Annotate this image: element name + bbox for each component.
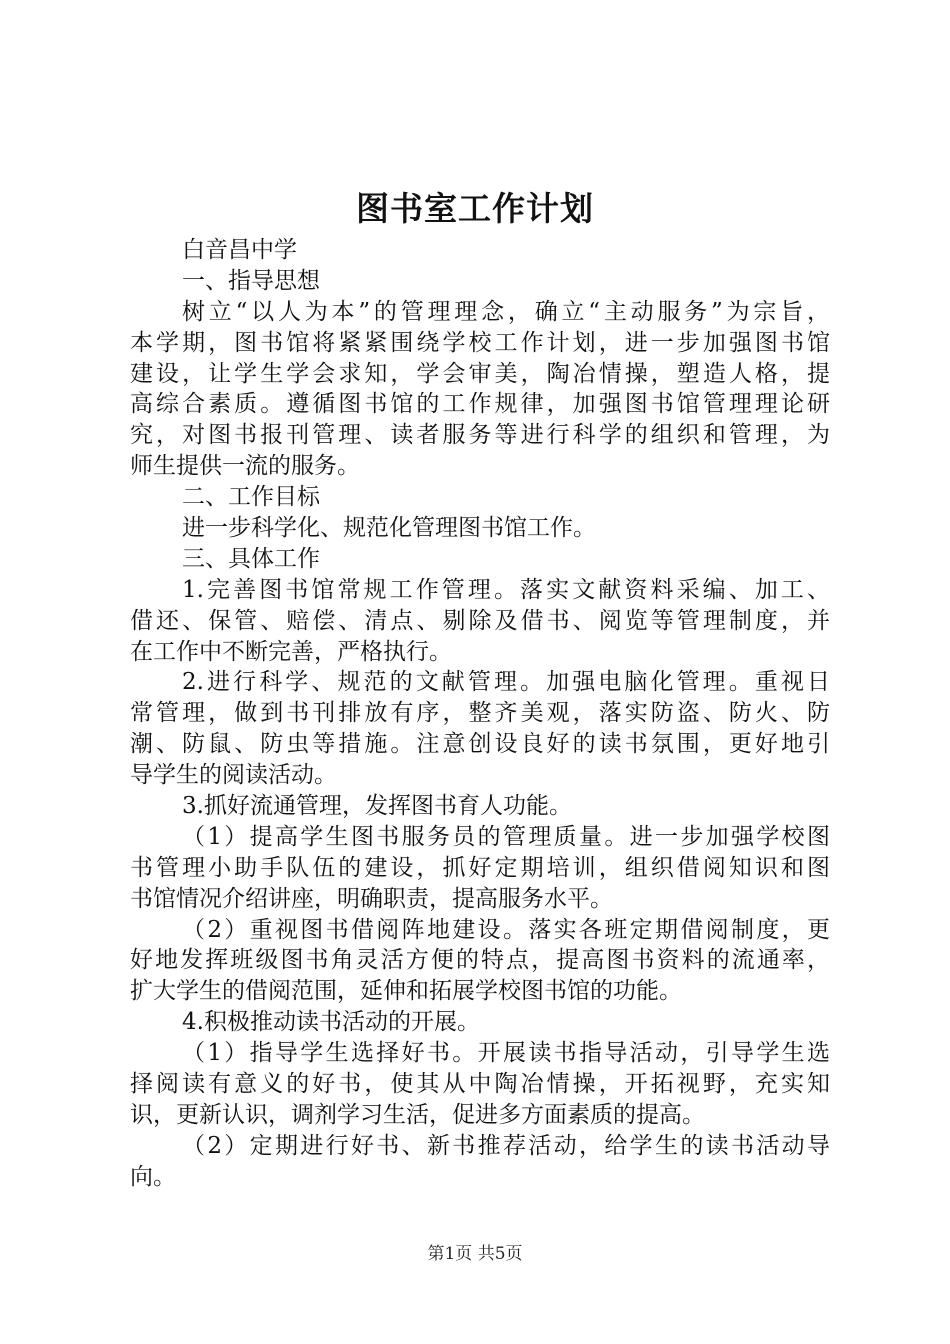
body-line: 识，更新认识，调剂学习生活，促进多方面素质的提高。 [130, 1101, 705, 1128]
body-line: （1）提高学生图书服务员的管理质量。进一步加强学校图 [182, 823, 830, 850]
body-line: 扩大学生的借阅范围，延伸和拓展学校图书馆的功能。 [130, 978, 682, 1005]
body-line: 1.完善图书馆常规工作管理。落实文献资料采编、加工、 [182, 576, 830, 603]
body-line: 树立“以人为本”的管理理念，确立“主动服务”为宗旨， [182, 298, 830, 325]
body-line: 一、指导思想 [182, 267, 320, 294]
body-line: 借还、保管、赔偿、清点、剔除及借书、阅览等管理制度，并 [130, 607, 830, 634]
document-body [130, 235, 830, 1193]
body-line: 书管理小助手队伍的建设，抓好定期培训，组织借阅知识和图 [130, 854, 830, 881]
body-line: （1）指导学生选择好书。开展读书指导活动，引导学生选 [182, 1040, 830, 1067]
body-line: 师生提供一流的服务。 [130, 453, 360, 480]
body-line: （2）定期进行好书、新书推荐活动，给学生的读书活动导 [182, 1132, 830, 1159]
body-line: 本学期，图书馆将紧紧围绕学校工作计划，进一步加强图书馆 [130, 329, 830, 356]
body-line: 好地发挥班级图书角灵活方便的特点，提高图书资料的流通率， [130, 947, 830, 974]
body-line: 二、工作目标 [182, 484, 320, 511]
body-line: 书馆情况介绍讲座，明确职责，提高服务水平。 [130, 885, 613, 912]
page-footer: 第1页 共5页 [427, 1244, 523, 1264]
body-line: 潮、防鼠、防虫等措施。注意创设良好的读书氛围，更好地引 [130, 731, 830, 758]
body-line: 白音昌中学 [182, 237, 297, 263]
body-line: 导学生的阅读活动。 [130, 762, 337, 789]
body-line: 择阅读有意义的好书，使其从中陶冶情操，开拓视野，充实知 [130, 1071, 830, 1098]
document-title: 图书室工作计划 [356, 189, 594, 228]
body-line: 向。 [130, 1163, 176, 1190]
body-line: 在工作中不断完善，严格执行。 [130, 638, 452, 665]
body-line: 2.进行科学、规范的文献管理。加强电脑化管理。重视日 [182, 669, 830, 696]
body-line: 三、具体工作 [182, 545, 320, 572]
body-line: （2）重视图书借阅阵地建设。落实各班定期借阅制度，更 [182, 916, 830, 943]
body-line: 3.抓好流通管理，发挥图书育人功能。 [182, 793, 572, 820]
body-line: 4.积极推动读书活动的开展。 [182, 1009, 480, 1036]
body-line: 常管理，做到书刊排放有序，整齐美观，落实防盗、防火、防 [130, 700, 830, 727]
body-line: 究，对图书报刊管理、读者服务等进行科学的组织和管理，为 [130, 422, 830, 449]
body-line: 进一步科学化、规范化管理图书馆工作。 [182, 515, 596, 542]
body-line: 建设，让学生学会求知，学会审美，陶冶情操，塑造人格，提 [130, 360, 830, 387]
body-line: 高综合素质。遵循图书馆的工作规律，加强图书馆管理理论研 [130, 391, 830, 418]
